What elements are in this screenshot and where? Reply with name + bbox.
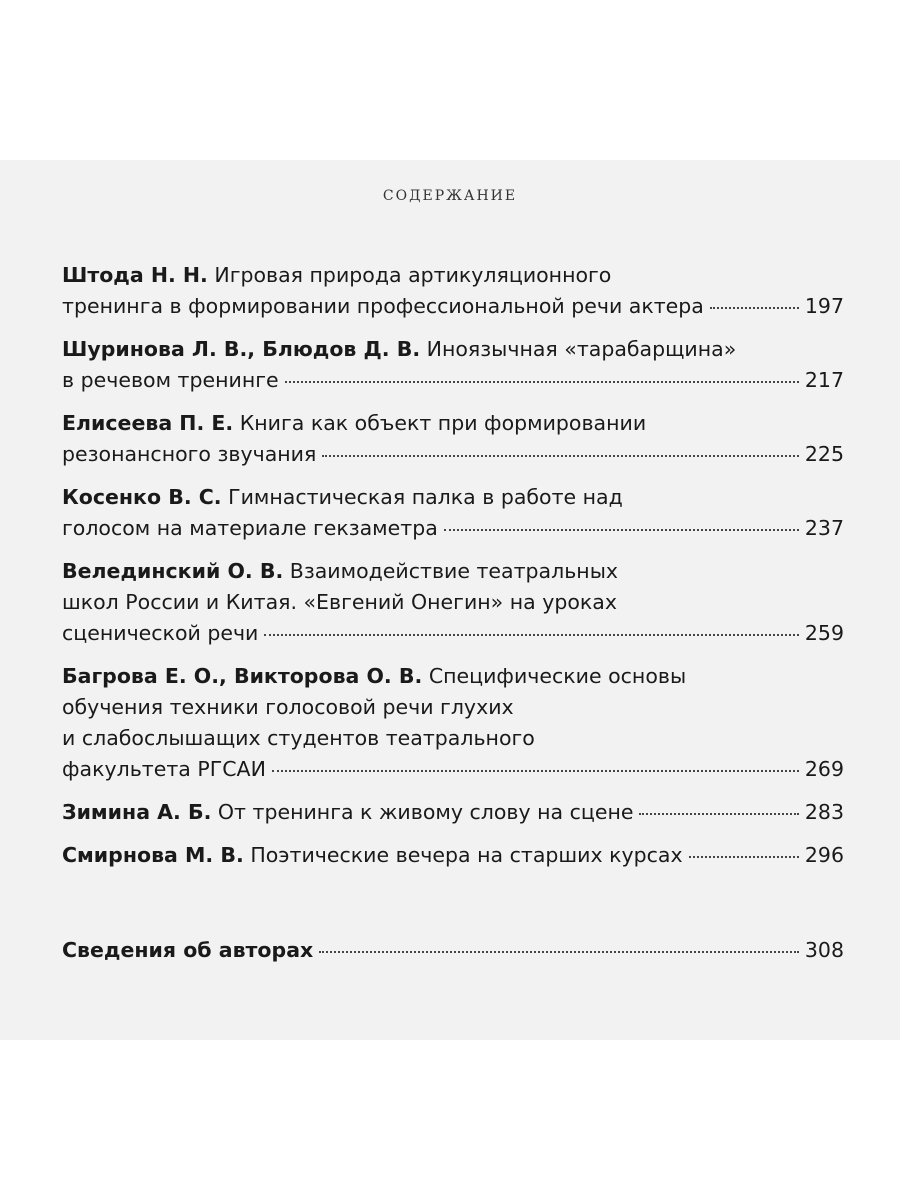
entry-title-line: Поэтические вечера на старших курсах xyxy=(250,843,683,867)
toc-entry-text xyxy=(62,439,316,470)
entry-author: Шуринова Л. В., Блюдов Д. В. xyxy=(62,337,421,361)
entry-author: Зимина А. Б. xyxy=(62,800,212,824)
entry-title-line: резонансного звучания xyxy=(62,442,317,466)
entry-title-line: Специфические основы xyxy=(428,664,687,688)
entry-title-line: в речевом тренинге xyxy=(62,368,279,392)
page-number: 308 xyxy=(804,938,844,962)
toc-entry xyxy=(62,840,844,871)
toc-entry-text xyxy=(62,485,623,509)
dot-leader xyxy=(319,951,799,953)
page-number: 296 xyxy=(804,843,844,867)
toc-entry-title: Сведения об авторах xyxy=(62,938,314,962)
toc-heading: СОДЕРЖАНИЕ xyxy=(382,188,518,204)
toc-entry-line xyxy=(62,365,844,396)
entry-author: Елисеева П. Е. xyxy=(62,411,234,435)
dot-leader xyxy=(444,529,799,531)
entry-title-line: сценической речи xyxy=(62,621,259,645)
toc-entry-line xyxy=(62,754,844,785)
dot-leader xyxy=(322,455,799,457)
page-number: 237 xyxy=(804,516,844,540)
dot-leader xyxy=(689,856,799,858)
entry-title-line: От тренинга к живому слову на сцене xyxy=(217,800,634,824)
toc-entry-line xyxy=(62,408,844,439)
toc-entry xyxy=(62,556,844,649)
table-of-contents xyxy=(62,260,844,978)
entry-title-line: школ России и Китая. «Евгений Онегин» на уроках xyxy=(62,590,617,614)
entry-title-line: Иноязычная «тарабарщина» xyxy=(426,337,737,361)
entry-title-line: Книга как объект при формировании xyxy=(239,411,647,435)
toc-entry-text xyxy=(62,337,736,361)
entry-title-line: тренинга в формировании профессиональной речи актера xyxy=(62,294,704,318)
entry-title-line: обучения техники голосовой речи глухих xyxy=(62,695,514,719)
toc-entry-text xyxy=(62,291,704,322)
toc-entry-text xyxy=(62,726,535,750)
entry-title-line: Игровая природа артикуляционного xyxy=(214,263,612,287)
toc-entry-line xyxy=(62,556,844,587)
toc-entries xyxy=(62,260,844,871)
entry-title-line: Взаимодействие театральных xyxy=(289,559,619,583)
page-number: 217 xyxy=(804,368,844,392)
toc-entry xyxy=(62,797,844,828)
entry-title-line: голосом на материале гекзаметра xyxy=(62,516,438,540)
entry-author: Велединский О. В. xyxy=(62,559,284,583)
page-number: 259 xyxy=(804,621,844,645)
toc-entry xyxy=(62,260,844,322)
entry-title-line: факультета РГСАИ xyxy=(62,757,266,781)
dot-leader xyxy=(264,634,798,636)
section-gap xyxy=(62,883,844,935)
toc-entry-text xyxy=(62,590,617,614)
page-number: 225 xyxy=(804,442,844,466)
toc-entry-text xyxy=(62,513,438,544)
toc-entry-line xyxy=(62,513,844,544)
toc-entry-line xyxy=(62,618,844,649)
toc-entry-text xyxy=(62,263,611,287)
toc-entry-text xyxy=(62,411,646,435)
toc-entry-text xyxy=(62,365,279,396)
toc-entry xyxy=(62,408,844,470)
toc-entry-line xyxy=(62,334,844,365)
toc-entry-line xyxy=(62,482,844,513)
entry-title-line: и слабослышащих студентов театрального xyxy=(62,726,535,750)
toc-entry xyxy=(62,482,844,544)
entry-title-line: Гимнастическая палка в работе над xyxy=(228,485,623,509)
toc-entry-line xyxy=(62,439,844,470)
toc-entry-text xyxy=(62,559,618,583)
toc-entry-text xyxy=(62,695,514,719)
toc-entry-line xyxy=(62,935,844,966)
toc-entry-authors-info xyxy=(62,935,844,966)
dot-leader xyxy=(285,381,799,383)
dot-leader xyxy=(710,307,799,309)
toc-entry-line xyxy=(62,661,844,692)
toc-entry-line xyxy=(62,840,844,871)
dot-leader xyxy=(639,813,798,815)
entry-author: Смирнова М. В. xyxy=(62,843,244,867)
toc-entry-line xyxy=(62,692,844,723)
toc-entry-line xyxy=(62,723,844,754)
toc-entry-text xyxy=(62,840,683,871)
dot-leader xyxy=(272,770,799,772)
page-number: 269 xyxy=(804,757,844,781)
toc-entry-text xyxy=(62,754,266,785)
entry-author: Косенко В. С. xyxy=(62,485,222,509)
toc-entry-line xyxy=(62,797,844,828)
page-number: 197 xyxy=(804,294,844,318)
toc-entry xyxy=(62,334,844,396)
toc-entry-line xyxy=(62,291,844,322)
toc-entry-text xyxy=(62,618,258,649)
toc-entry-line xyxy=(62,587,844,618)
toc-entry-text xyxy=(62,797,633,828)
toc-entry-line xyxy=(62,260,844,291)
entry-author: Багрова Е. О., Викторова О. В. xyxy=(62,664,423,688)
toc-entry xyxy=(62,661,844,785)
toc-entry-text xyxy=(62,664,686,688)
page-number: 283 xyxy=(804,800,844,824)
entry-author: Штода Н. Н. xyxy=(62,263,208,287)
